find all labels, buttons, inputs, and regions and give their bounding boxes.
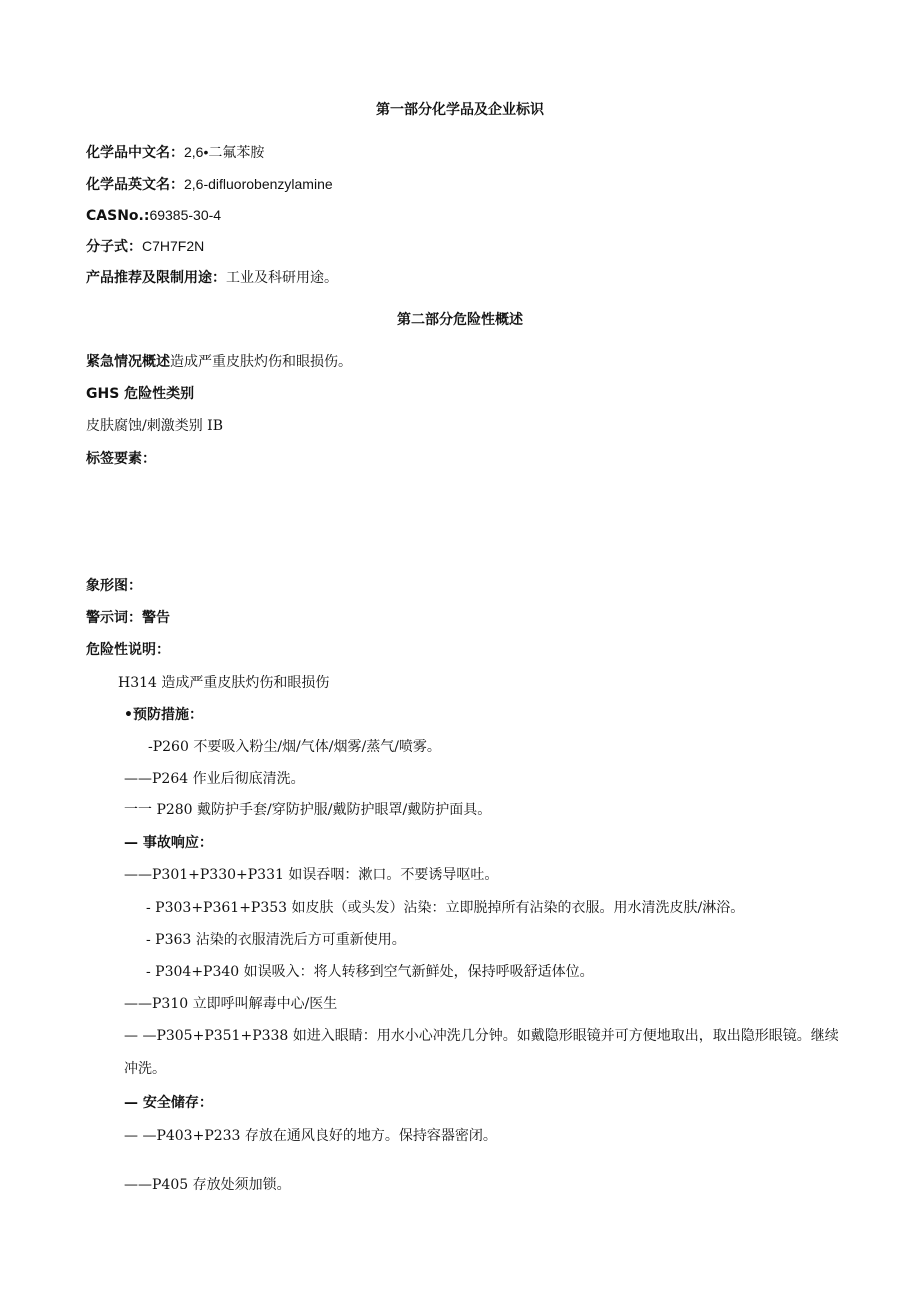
usage-row <box>86 269 338 287</box>
p403-statement: — —P403+P233 存放在通风良好的地方。保持容器密闭。 <box>124 1128 497 1144</box>
formula-row <box>86 237 204 256</box>
p280-statement: 一一 P280 戴防护手套/穿防护服/戴防护眼罩/戴防护面具。 <box>124 802 492 818</box>
ghs-value: 皮肤腐蚀/刺激类别 IB <box>86 418 223 434</box>
signal-row <box>86 609 170 627</box>
cas-row <box>86 206 221 225</box>
en-name-label: 化学品英文名： <box>86 177 184 193</box>
p301-statement: ——P301+P330+P331 如误吞咽：漱口。不要诱导呕吐。 <box>124 867 499 883</box>
p305-statement: — —P305+P351+P338 如进入眼睛：用水小心冲洗几分钟。如戴隐形眼镜并可方便地取出，取出隐形眼镜。继续冲洗。 <box>124 1028 839 1077</box>
formula-value: C7H7F2N <box>142 238 205 254</box>
signal-value: 警告 <box>142 610 170 626</box>
emergency-row <box>86 353 352 371</box>
p264-statement: ——P264 作业后彻底清洗。 <box>124 771 305 787</box>
usage-label: 产品推荐及限制用途： <box>86 270 226 286</box>
section1-heading: 第一部分化学品及企业标识 <box>376 102 544 118</box>
emergency-value: 造成严重皮肤灼伤和眼损伤。 <box>170 354 352 370</box>
p363-statement: - P363 沾染的衣服清洗后方可重新使用。 <box>146 932 406 948</box>
label-elements: 标签要素： <box>86 451 156 467</box>
cas-value: 69385-30-4 <box>149 207 222 223</box>
p260-statement: -P260 不要吸入粉尘/烟/气体/烟雾/蒸气/喷雾。 <box>148 739 441 755</box>
emergency-label: 紧急情况概述 <box>86 354 170 370</box>
section2-heading: 第二部分危险性概述 <box>397 312 523 328</box>
formula-label: 分子式： <box>86 239 142 255</box>
p310-statement: ——P310 立即呼叫解毒中心/医生 <box>124 996 338 1012</box>
response-label: — 事故响应： <box>124 835 213 851</box>
cn-name-row <box>86 143 264 162</box>
h314-statement: H314 造成严重皮肤灼伤和眼损伤 <box>118 675 330 691</box>
usage-value: 工业及科研用途。 <box>226 270 338 286</box>
p304-statement: - P304+P340 如误吸入：将人转移到空气新鲜处，保持呼吸舒适体位。 <box>146 964 594 980</box>
pictogram-label: 象形图： <box>86 578 142 594</box>
p303-statement: - P303+P361+P353 如皮肤（或头发）沾染：立即脱掉所有沾染的衣服。用水清洗皮肤/淋浴。 <box>146 900 745 916</box>
signal-label: 警示词： <box>86 610 142 626</box>
cas-label: CASNo.: <box>86 208 150 224</box>
p405-statement: ——P405 存放处须加锁。 <box>124 1177 291 1193</box>
en-name-value: 2,6-difluorobenzylamine <box>184 176 333 192</box>
cn-name-value: 2,6•二氟苯胺 <box>184 144 265 160</box>
storage-label: — 安全储存： <box>124 1095 213 1111</box>
prevention-label: •预防措施： <box>124 707 203 723</box>
hazard-label: 危险性说明： <box>86 642 170 658</box>
ghs-label: GHS 危险性类别 <box>86 386 195 402</box>
cn-name-label: 化学品中文名： <box>86 145 184 161</box>
en-name-row <box>86 175 333 194</box>
